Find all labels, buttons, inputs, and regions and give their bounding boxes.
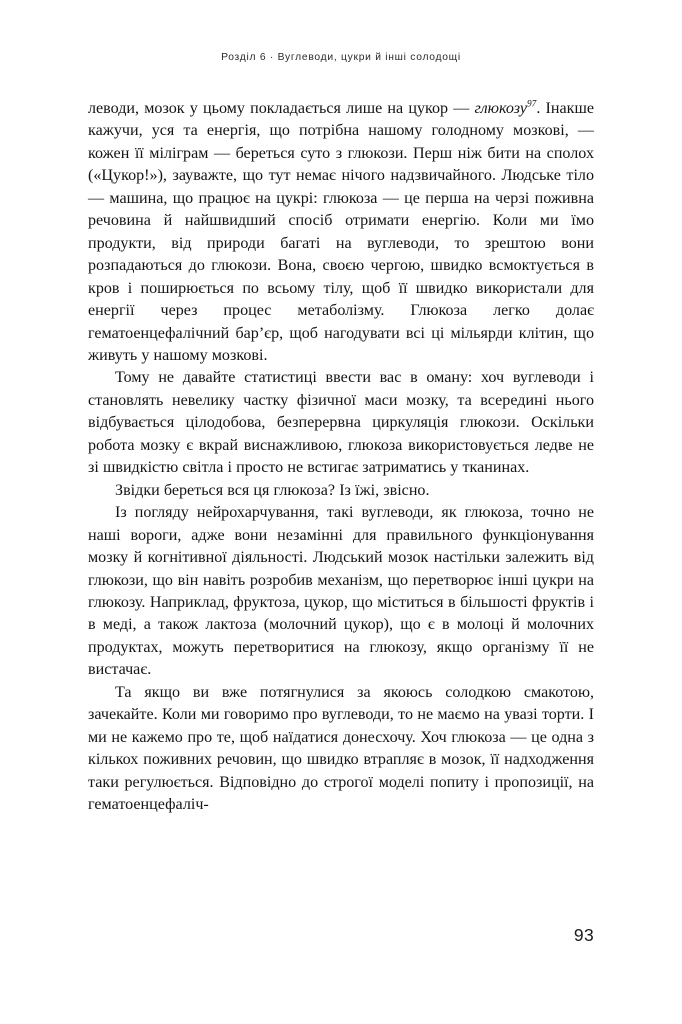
paragraph-3: Звідки береться вся ця глюкоза? Із їжі, звісно. <box>115 481 430 499</box>
running-head-text: Розділ 6 · Вуглеводи, цукри й інші солодощі <box>221 52 461 63</box>
paragraph-5: Та якщо ви вже потягнулися за якоюсь солодкою смакотою, зачекайте. Коли ми говоримо про вуглеводи, то не маємо на увазі торти. І ми не кажемо про те, щоб наїдатися донесхочу. Хоч глюкоза — це одна з кількох поживних речовин, що швидко втрапляє в мозок, її надходження таки регулюється. Відповідно до строгої моделі попиту і пропозиції, на гематоенцефаліч- <box>88 683 594 814</box>
running-head <box>88 52 594 63</box>
paragraph-1 <box>88 98 594 367</box>
page-number: 93 <box>573 925 594 945</box>
paragraph-4: Із погляду нейрохарчування, такі вуглеводи, як глюкоза, точно не наші вороги, адже вони незамінні для правильного функціонування мозку й когнітивної діяльності. Людський мозок настільки залежить від глюкози, що він навіть розробив механізм, що перетворює інші цукри на глюкозу. Наприклад, фруктоза, цукор, що міститься в більшості фруктів і в меді, а також лактоза (молочний цукор), що є в молоці й молочних продуктах, можуть перетворитися на глюкозу, якщо організму її не вистачає. <box>88 504 594 679</box>
emphasis-glucose: глюкозу <box>474 100 528 117</box>
footnote-marker[interactable]: 97 <box>527 99 537 110</box>
body-text-block <box>88 98 594 817</box>
paragraph-1-rest: . Інакше кажучи, уся та енергія, що потрібна нашому голодному мозкові, — кожен її міліграм — береться суто з глюкози. Перш ніж бити на сполох («Цукор!»), зауважте, що тут немає нічого надзвичайного. Людське тіло — машина, що працює на цукрі: глюкоза — це перша на черзі поживна речовина й найшвидший спосіб отримати енергію. Коли ми їмо продукти, від природи багаті на вуглеводи, то зрештою вони розпадаються до глюкози. Вона, своєю чергою, швидко всмоктується в кров і поширюється по всьому тілу, щоб її швидко використали для енергії через процес метаболізму. Глюкоза легко долає гематоенцефалічний бар’єр, щоб нагодувати всі ці мільярди клітин, що живуть у нашому мозкові. <box>88 100 594 364</box>
paragraph-2: Тому не давайте статистиці ввести вас в оману: хоч вуглеводи і становлять невелику частку фізичної маси мозку, та всередині нього відбувається цілодобова, безперервна циркуляція глюкози. Оскільки робота мозку є вкрай виснажливою, глюкоза використовується ледве не зі швидкістю світла і просто не встигає затриматись у тканинах. <box>88 369 594 477</box>
paragraph-1-lead: леводи, мозок у цьому покладається лише на цукор — <box>88 100 475 117</box>
